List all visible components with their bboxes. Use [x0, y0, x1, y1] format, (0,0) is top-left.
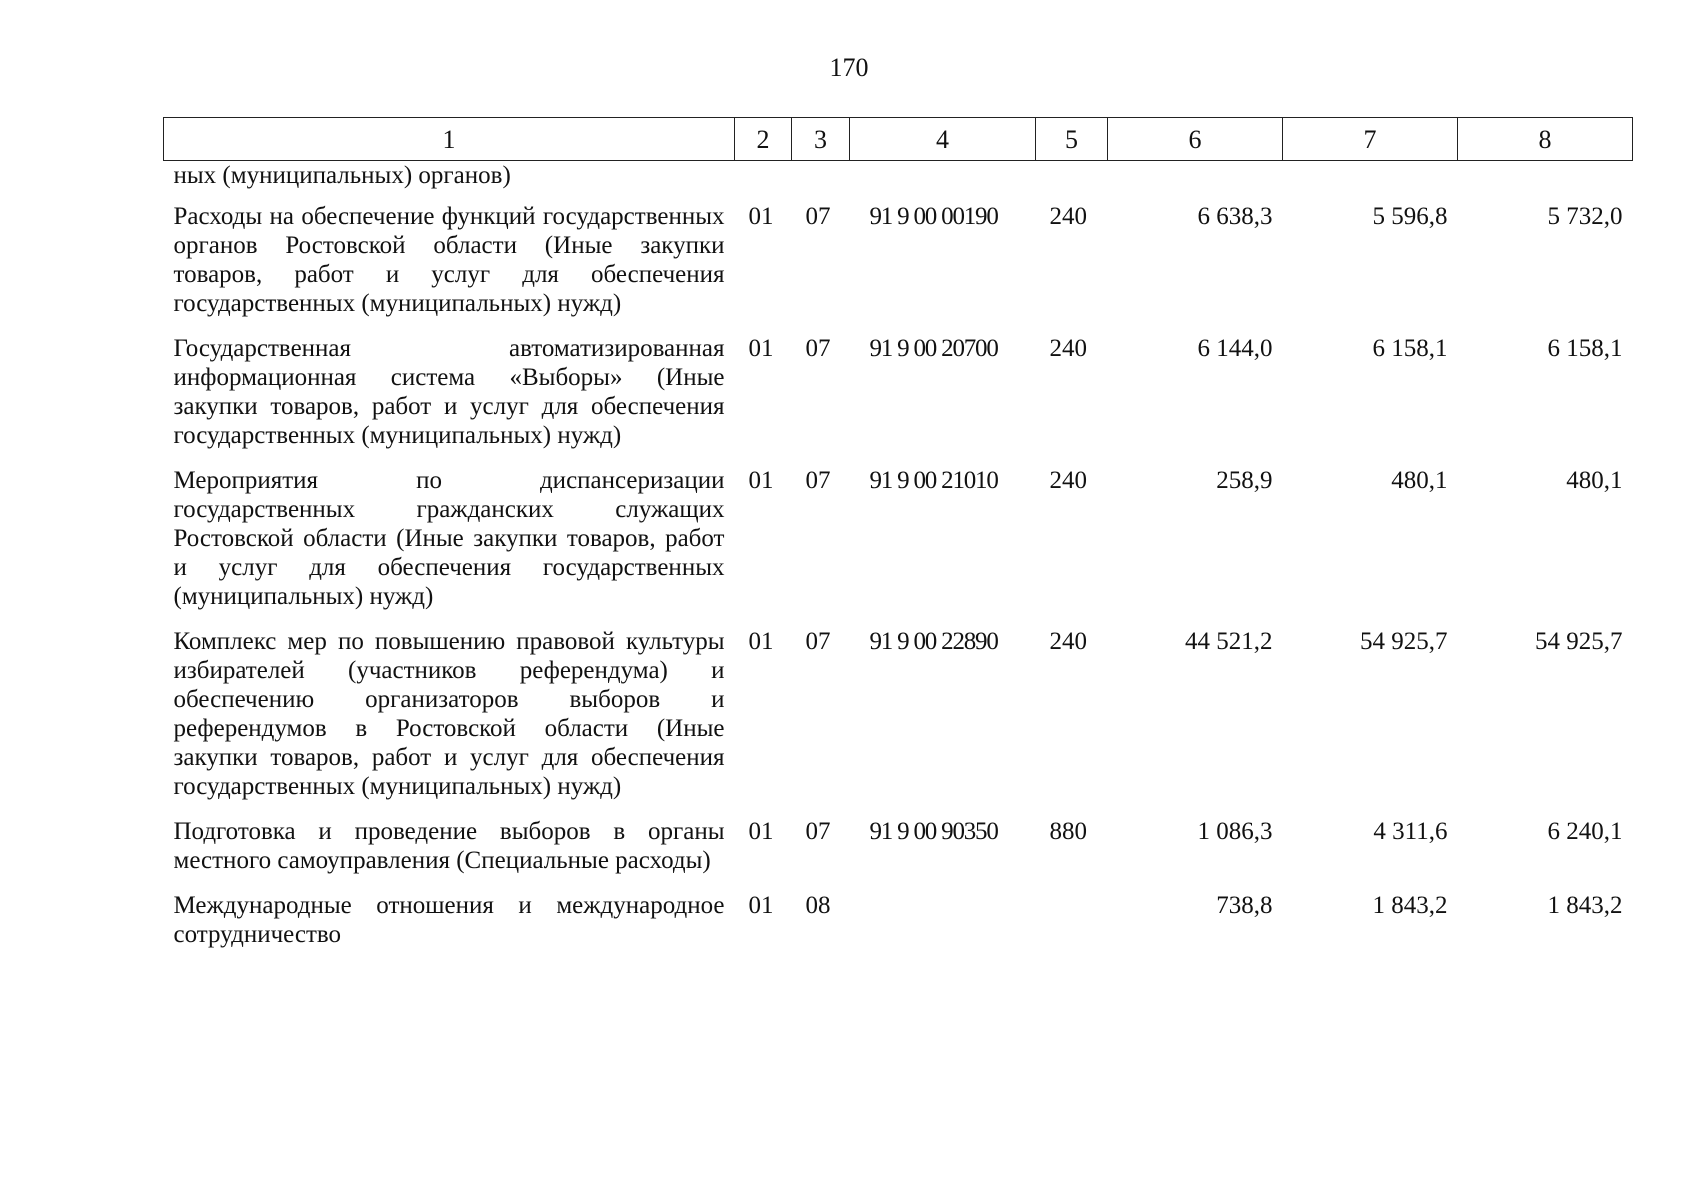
row-section: 01 — [748, 628, 774, 655]
row-value-col8: 6 240,1 — [1547, 818, 1623, 845]
continuation-row — [164, 161, 1633, 203]
header-col-4: 4 — [850, 118, 1036, 161]
row-section: 01 — [748, 818, 774, 845]
row-section: 01 — [748, 335, 774, 362]
row-value-col8: 480,1 — [1566, 467, 1623, 494]
row-subsection: 07 — [805, 628, 831, 655]
row-expense-type — [1036, 891, 1108, 965]
row-subsection: 08 — [805, 892, 831, 919]
row-value-col8: 54 925,7 — [1535, 628, 1623, 655]
row-expense-type: 880 — [1049, 818, 1087, 845]
row-name: Мероприятия по диспансеризации государственных гражданских служащих Ростовской области (Иные закупки товаров, работ и услуг для обеспечения государственных (муниципальных) нужд) — [173, 467, 725, 610]
row-name: Подготовка и проведение выборов в органы местного самоуправления (Специальные расходы) — [173, 818, 725, 874]
row-target-article: 91 9 00 22890 — [869, 628, 998, 655]
row-section: 01 — [748, 203, 774, 230]
row-value-col6: 6 638,3 — [1197, 203, 1273, 230]
row-value-col8: 1 843,2 — [1547, 892, 1623, 919]
row-name: Расходы на обеспечение функций государственных органов Ростовской области (Иные закупки товаров, работ и услуг для обеспечения государственных (муниципальных) нужд) — [173, 203, 725, 317]
row-name: Комплекс мер по повышению правовой культуры избирателей (участников референдума) и обеспечению организаторов выборов и референдумов в Ростовской области (Иные закупки товаров, работ и услуг для обеспечения государственных (муниципальных) нужд) — [173, 628, 725, 800]
row-subsection: 07 — [805, 467, 831, 494]
row-value-col6: 44 521,2 — [1185, 628, 1273, 655]
row-expense-type: 240 — [1049, 203, 1087, 230]
row-subsection: 07 — [805, 203, 831, 230]
header-col-2: 2 — [735, 118, 792, 161]
table-body — [164, 161, 1633, 966]
row-value-col7: 4 311,6 — [1373, 818, 1448, 845]
header-col-7: 7 — [1283, 118, 1458, 161]
row-value-col6: 1 086,3 — [1197, 818, 1273, 845]
row-value-col7: 54 925,7 — [1360, 628, 1448, 655]
header-col-6: 6 — [1108, 118, 1283, 161]
page-number: 170 — [829, 53, 869, 82]
table-header — [164, 118, 1633, 161]
row-value-col7: 1 843,2 — [1372, 892, 1448, 919]
row-subsection: 07 — [805, 335, 831, 362]
row-value-col8: 6 158,1 — [1547, 335, 1623, 362]
row-expense-type: 240 — [1049, 467, 1087, 494]
row-expense-type: 240 — [1049, 335, 1087, 362]
row-name: Международные отношения и международное сотрудничество — [173, 892, 725, 948]
row-target-article: 91 9 00 00190 — [869, 203, 998, 230]
row-name: Государственная автоматизированная информационная система «Выборы» (Иные закупки товаров, работ и услуг для обеспечения государственных (муниципальных) нужд) — [173, 335, 725, 449]
row-section: 01 — [748, 467, 774, 494]
row-target-article — [850, 891, 1036, 965]
row-value-col6: 6 144,0 — [1197, 335, 1273, 362]
table-row — [164, 627, 1633, 817]
row-expense-type: 240 — [1049, 628, 1087, 655]
row-value-col7: 480,1 — [1391, 467, 1448, 494]
table-row — [164, 466, 1633, 627]
header-col-5: 5 — [1036, 118, 1108, 161]
table-row — [164, 202, 1633, 334]
continuation-text: ных (муниципальных) органов) — [173, 162, 511, 189]
table-row — [164, 891, 1633, 965]
row-value-col7: 6 158,1 — [1372, 335, 1448, 362]
row-target-article: 91 9 00 20700 — [869, 335, 998, 362]
header-col-8: 8 — [1458, 118, 1633, 161]
table-row — [164, 334, 1633, 466]
table-row — [164, 817, 1633, 891]
header-col-3: 3 — [792, 118, 850, 161]
row-value-col6: 258,9 — [1216, 467, 1273, 494]
header-row — [164, 118, 1633, 161]
row-value-col7: 5 596,8 — [1372, 203, 1448, 230]
header-col-1: 1 — [164, 118, 735, 161]
row-target-article: 91 9 00 90350 — [869, 818, 998, 845]
row-section: 01 — [748, 892, 774, 919]
row-subsection: 07 — [805, 818, 831, 845]
row-value-col6: 738,8 — [1216, 892, 1273, 919]
budget-table — [163, 117, 1633, 965]
row-target-article: 91 9 00 21010 — [869, 467, 998, 494]
row-value-col8: 5 732,0 — [1547, 203, 1623, 230]
